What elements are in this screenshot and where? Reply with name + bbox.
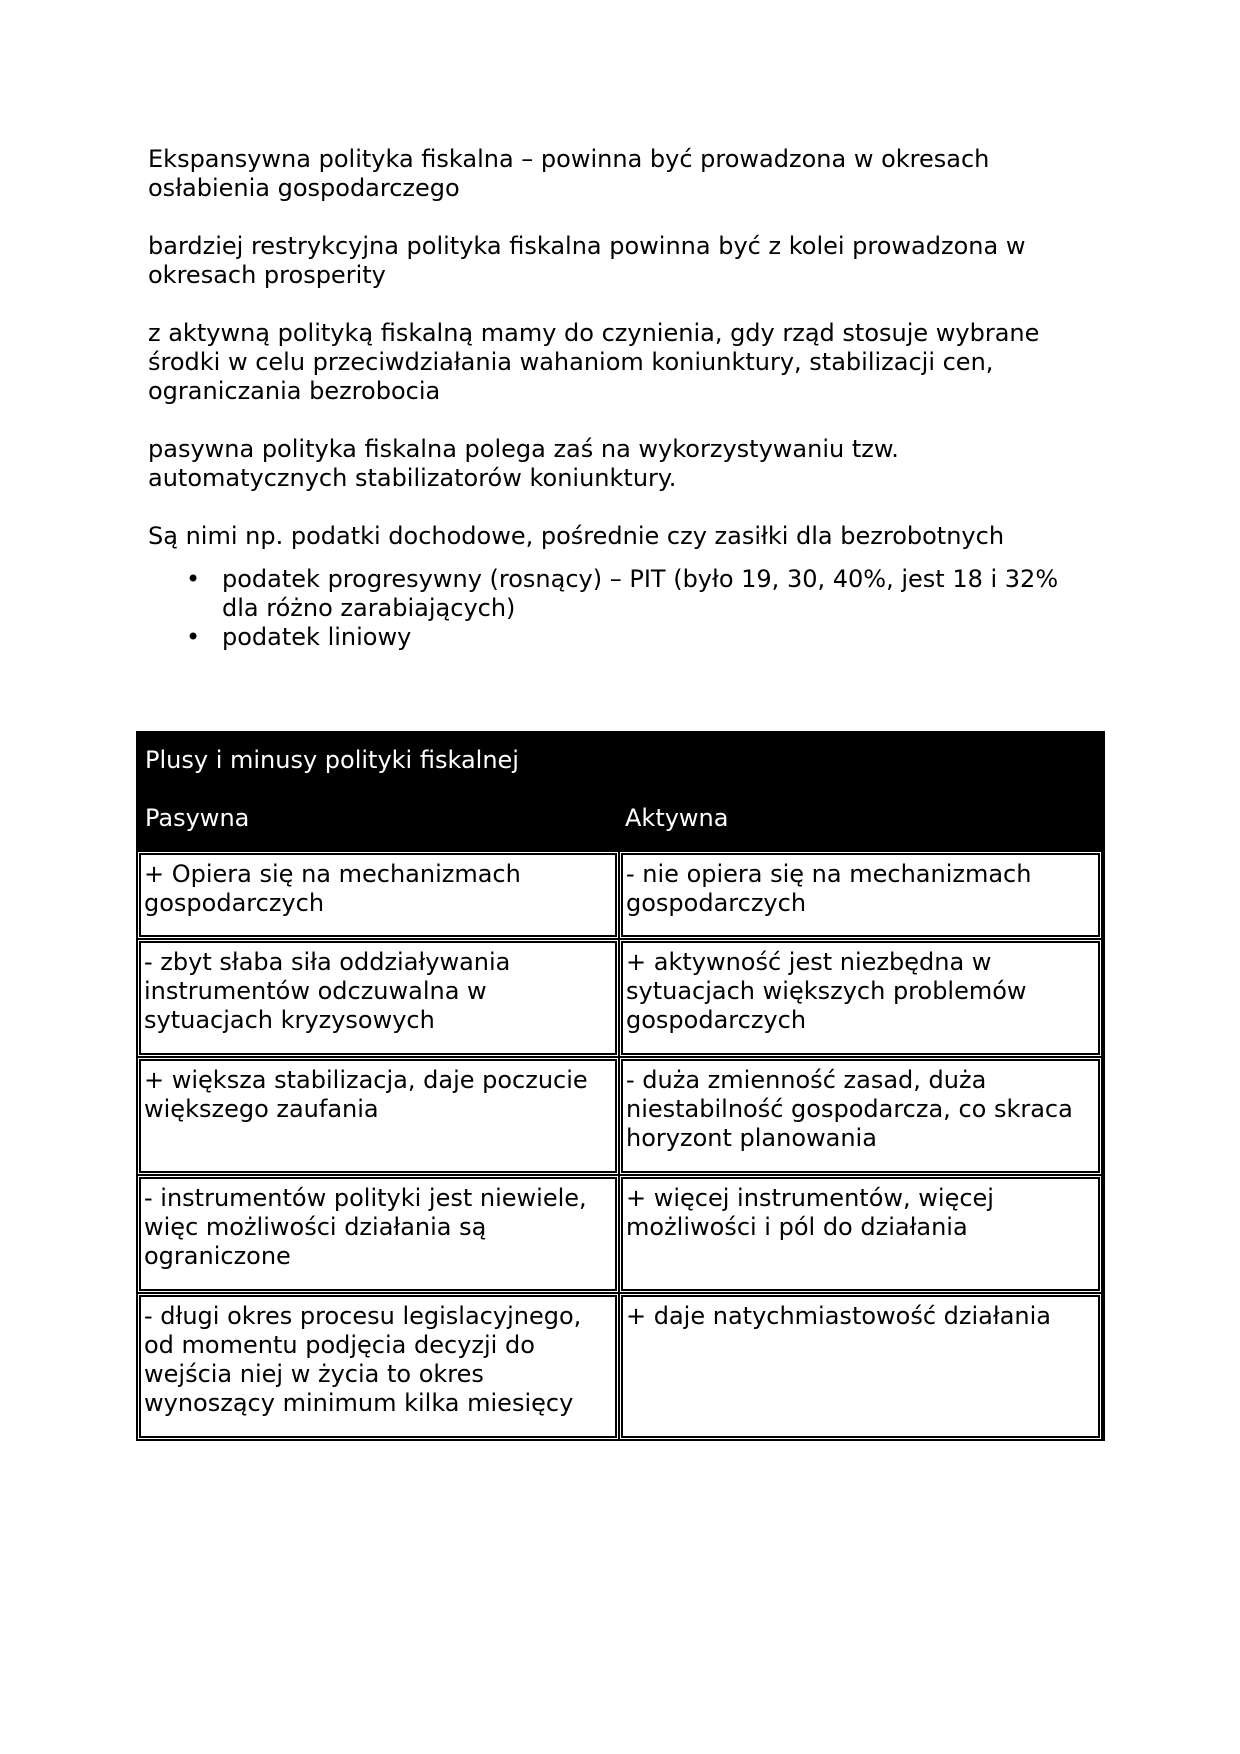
paragraph-restrictive-policy: bardziej restrykcyjna polityka fiskalna powinna być z kolei prowadzona w okresach prosperity (148, 232, 1026, 289)
table-cell-passive: + Opiera się na mechanizmach gospodarczych (139, 853, 617, 937)
bullet-text: podatek progresywny (rosnący) – PIT (było 19, 30, 40%, jest 18 i 32% dla różno zarabiających) (222, 565, 1059, 622)
table-cell-active: + daje natychmiastowość działania (621, 1295, 1100, 1438)
table-row (139, 1059, 1102, 1173)
table-cell-passive: - instrumentów polityki jest niewiele, więc możliwości działania są ograniczone (139, 1177, 617, 1291)
list-item (186, 623, 1098, 652)
table-cell-passive: - zbyt słaba siła oddziaływania instrumentów odczuwalna w sytuacjach kryzysowych (139, 941, 617, 1055)
table-row (139, 1177, 1102, 1291)
table-row (139, 1295, 1102, 1438)
paragraph-passive-policy: pasywna polityka fiskalna polega zaś na wykorzystywaniu tzw. automatycznych stabilizatorów koniunktury. (148, 435, 899, 492)
paragraph-active-policy: z aktywną polityką fiskalną mamy do czynienia, gdy rząd stosuje wybrane środki w celu przeciwdziałania wahaniom koniunktury, stabilizacji cen, ograniczania bezrobocia (148, 319, 1040, 405)
table-cell-active: + aktywność jest niezbędna w sytuacjach większych problemów gospodarczych (621, 941, 1100, 1055)
table-column-headers (145, 804, 1096, 847)
table-cell-active: + więcej instrumentów, więcej możliwości i pól do działania (621, 1177, 1100, 1291)
bullet-text: podatek liniowy (222, 623, 412, 651)
table-cell-active: - duża zmienność zasad, duża niestabilność gospodarcza, co skraca horyzont planowania (621, 1059, 1100, 1173)
table-body (139, 853, 1102, 1438)
table-row (139, 853, 1102, 937)
column-header-passive: Pasywna (145, 804, 250, 832)
pros-cons-table (136, 731, 1105, 1441)
table-cell-passive: + większa stabilizacja, daje poczucie większego zaufania (139, 1059, 617, 1173)
table-cell-passive: - długi okres procesu legislacyjnego, od momentu podjęcia decyzji do wejścia niej w życia to okres wynoszący minimum kilka miesięcy (139, 1295, 617, 1438)
paragraph-expansive-policy: Ekspansywna polityka fiskalna – powinna być prowadzona w okresach osłabienia gospodarczego (148, 145, 990, 202)
table-header (139, 734, 1102, 853)
table-title: Plusy i minusy polityki fiskalnej (145, 746, 519, 774)
bullet-icon: • (186, 623, 201, 651)
list-item (186, 565, 1098, 623)
bullet-icon: • (186, 565, 201, 593)
document-body (148, 145, 1098, 652)
table-row (139, 941, 1102, 1055)
tax-bullet-list (148, 565, 1098, 652)
table-cell-active: - nie opiera się na mechanizmach gospodarczych (621, 853, 1100, 937)
column-header-active: Aktywna (625, 804, 729, 832)
paragraph-examples: Są nimi np. podatki dochodowe, pośrednie czy zasiłki dla bezrobotnych (148, 522, 1005, 550)
